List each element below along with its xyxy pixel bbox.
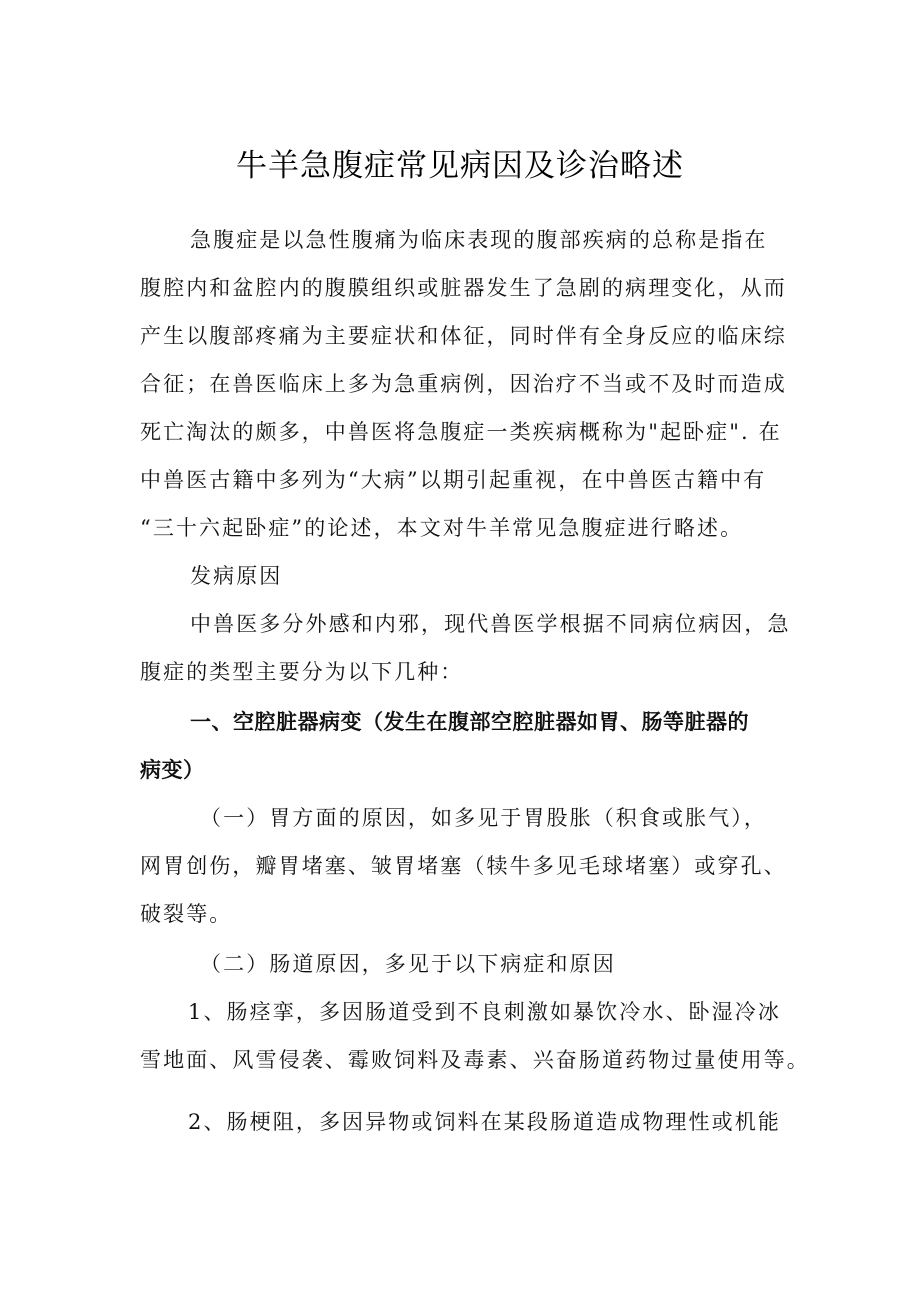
- intro-line: 腹腔内和盆腔内的腹膜组织或脏器发生了急剧的病理变化，从而: [140, 276, 787, 300]
- item-one-line: 1、肠痉挛，多因肠道受到不良刺激如暴饮冷水、卧湿冷冰: [188, 1000, 781, 1024]
- intro-line: 急腹症是以急性腹痛为临床表现的腹部疾病的总称是指在: [190, 228, 768, 252]
- heading-one-line: 一、空腔脏器病变（发生在腹部空腔脏器如胃、肠等脏器的: [190, 710, 749, 734]
- sub-one-line: 网胃创伤，瓣胃堵塞、皱胃堵塞（犊牛多见毛球堵塞）或穿孔、: [140, 854, 787, 878]
- sub-one-line: 破裂等。: [140, 902, 233, 926]
- item-one-line: 雪地面、风雪侵袭、霉败饲料及毒素、兴奋肠道药物过量使用等。: [140, 1048, 810, 1072]
- causes-intro-line: 中兽医多分外感和内邪，现代兽医学根据不同病位病因，急: [190, 612, 791, 636]
- sub-two-line: （二）肠道原因，多见于以下病症和原因: [200, 952, 616, 976]
- page-title: 牛羊急腹症常见病因及诊治略述: [236, 148, 684, 184]
- intro-line: 合征；在兽医临床上多为急重病例，因治疗不当或不及时而造成: [140, 372, 787, 396]
- intro-line: 死亡淘汰的颇多，中兽医将急腹症一类疾病概称为"起卧症". 在: [140, 420, 782, 444]
- heading-one-line: 病变）: [140, 758, 205, 782]
- item-two-line: 2、肠梗阻，多因异物或饲料在某段肠道造成物理性或机能: [188, 1110, 781, 1134]
- causes-intro-line: 腹症的类型主要分为以下几种：: [140, 660, 464, 684]
- intro-line: “三十六起卧症”的论述，本文对牛羊常见急腹症进行略述。: [140, 516, 744, 540]
- section-heading: 发病原因: [190, 564, 283, 588]
- intro-line: 中兽医古籍中多列为“大病”以期引起重视，在中兽医古籍中有: [140, 468, 767, 492]
- sub-one-line: （一）胃方面的原因，如多见于胃股胀（积食或胀气），: [200, 806, 767, 830]
- intro-line: 产生以腹部疼痛为主要症状和体征，同时伴有全身反应的临床综: [140, 324, 787, 348]
